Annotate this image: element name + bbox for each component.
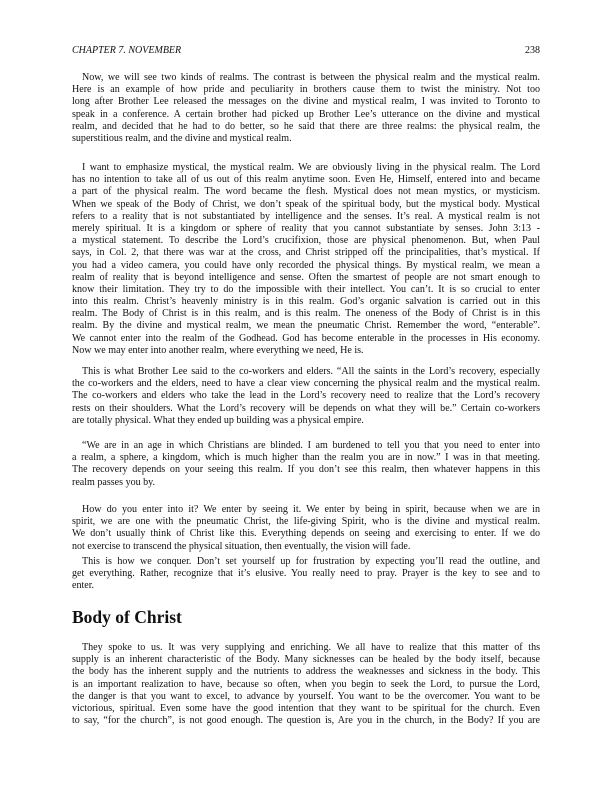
paragraph	[72, 556, 540, 593]
paragraph	[72, 366, 540, 427]
text-line: Now, we will see two kinds of realms. The contrast is between the physical realm and the mystical realm.	[82, 72, 540, 83]
paragraph	[72, 440, 540, 489]
text-line: has no intention to take all of us out of this realm anytime soon. Even He, Himself, entered into and became	[72, 174, 540, 186]
text-line: realm, and decided that he had to do better, so he said that there are three realms: the physical realm, the	[72, 120, 540, 132]
text-line: “We are in an age in which Christians are blinded. I am burdened to tell you that you need to enter into	[82, 440, 540, 451]
paragraph	[72, 642, 540, 727]
text-line: refers to a reality that is not substantiated by intelligence and the senses. It’s real. A mystical realm is not	[72, 210, 540, 222]
text-line: the body has the inherent supply and the nutrients to address the weaknesses and sickness in the body. This	[72, 666, 540, 678]
text-line: The recovery depends on your seeing this realm. If you don’t see this realm, then whatever happens in this	[72, 464, 540, 476]
text-line: is an important realization to have, because so often, when you begin to seek the Lord, to pursue the Lord,	[72, 678, 540, 690]
text-line: When we speak of the Body of Christ, we don’t speak of the spiritual body, but the mystical body. Mystical	[72, 198, 540, 210]
text-line: the co-workers and the elders, need to have a clear view concerning the physical realm and the mystical realm.	[72, 378, 540, 390]
text-line: know their limitation. They try to do the impossible with their intellect. You can’t. It is so crucial to enter	[72, 283, 540, 295]
text-line: This is what Brother Lee said to the co-workers and elders. “All the saints in the Lord’s recovery, especially	[82, 366, 540, 377]
text-line: We cannot enter into the realm of the Godhead. God has become enterable in the processes in His economy.	[72, 332, 540, 344]
text-line: realm. By the divine and mystical realm, we mean the pneumatic Christ. Remember the word, “enterable”.	[72, 320, 540, 332]
text-line: Now we may enter into another realm, where everything we need, He is.	[72, 344, 364, 356]
text-line: Here is an example of how pride and peculiarity in brothers cause them to twist the ministry. Not too	[72, 84, 540, 96]
text-line: a part of the physical realm. The word became the flesh. Mystical does not mean mystics, or mysticism.	[72, 186, 540, 198]
paragraph	[72, 162, 540, 357]
text-line: speak in a conference. A certain brother had picked up Brother Lee’s utterance on the divine and mystical	[72, 108, 540, 120]
text-line: We don’t usually think of Christ like this. Everything depends on seeing and exercising to enter. If we do	[72, 528, 540, 540]
text-line: to say, “for the church”, is not good enough. The question is, Are you in the church, in the Body? If you are	[72, 715, 540, 727]
text-line: spirit, we are one with the pneumatic Christ, the life-giving Spirit, who is the divine and mystical realm.	[72, 516, 540, 528]
text-line: get everything. Rather, recognize that it’s elusive. You really need to pray. Prayer is the key to see and to	[72, 568, 540, 580]
text-line: long after Brother Lee released the messages on the divine and mystical realm, I was invited to Toronto to	[72, 96, 540, 108]
section-heading: Body of Christ	[72, 607, 182, 627]
text-line: realm passes you by.	[72, 476, 156, 488]
text-line: the danger is that you want to excel, to advance by yourself. You want to be the overcomer. You want to be	[72, 690, 540, 702]
text-line: a mystical statement. To describe the Lord’s crucifixion, those are physical phenomenon. But, when Paul	[72, 235, 540, 247]
text-line: are totally physical. What they ended up building was a physical empire.	[72, 414, 364, 426]
paragraph	[72, 72, 540, 145]
text-line: you had a video camera, you could have only recorded the physical things. By mystical realm, we mean a	[72, 259, 540, 271]
running-header	[72, 44, 540, 58]
text-line: How do you enter into it? We enter by seeing it. We enter by being in spirit, because when we are in	[82, 504, 540, 515]
text-line: into this realm. Christ’s heavenly ministry is in this realm. God’s organic salvation is carried out in this	[72, 296, 540, 308]
text-line: says, in Col. 2, that there was war at the cross, and Christ stripped off the principalities, that’s mystical. If	[72, 247, 540, 259]
text-line: supply is an inherent characteristic of the Body. Many sicknesses can be healed by the body itself, because	[72, 654, 540, 666]
text-line: They spoke to us. It was very supplying and enriching. We all have to realize that this matter of ths	[82, 642, 540, 653]
text-line: enter.	[72, 580, 95, 592]
text-line: realm of reality that is beyond intelligence and sense. Often the smartest of people are not smart enough to	[72, 271, 540, 283]
text-line: not exercise to transcend the physical situation, then eventually, the vision will fade.	[72, 540, 411, 552]
page-number: 238	[525, 45, 540, 56]
text-line: a realm, a sphere, a kingdom, which is much higher than the realm you are in now.” I was in that meeting.	[72, 452, 540, 464]
text-line: I want to emphasize mystical, the mystical realm. We are obviously living in the physical realm. The Lord	[82, 162, 540, 173]
text-line: victorious, spiritual. Even some have the good intention that they want to be spiritual for the church. Even	[72, 702, 540, 714]
paragraph	[72, 504, 540, 553]
text-line: merely spiritual. It is a kingdom or sphere of reality that you cannot substantiate by senses. John 3:13 -	[72, 222, 540, 234]
text-line: superstitious realm, and the divine and mystical realm.	[72, 132, 292, 144]
chapter-title: CHAPTER 7. NOVEMBER	[72, 45, 182, 56]
text-line: The co-workers and elders who take the lead in the Lord’s recovery need to realize that the Lord’s recovery	[72, 390, 540, 402]
text-line: rests on their shoulders. What the Lord’s recovery will be depends on what they will be.” Certain co-workers	[72, 402, 540, 414]
text-line: realm. The Body of Christ is in this realm, and is this realm. The oneness of the Body of Christ is in this	[72, 308, 540, 320]
text-line: This is how we conquer. Don’t set yourself up for frustration by expecting you’ll read the outline, and	[82, 556, 540, 567]
